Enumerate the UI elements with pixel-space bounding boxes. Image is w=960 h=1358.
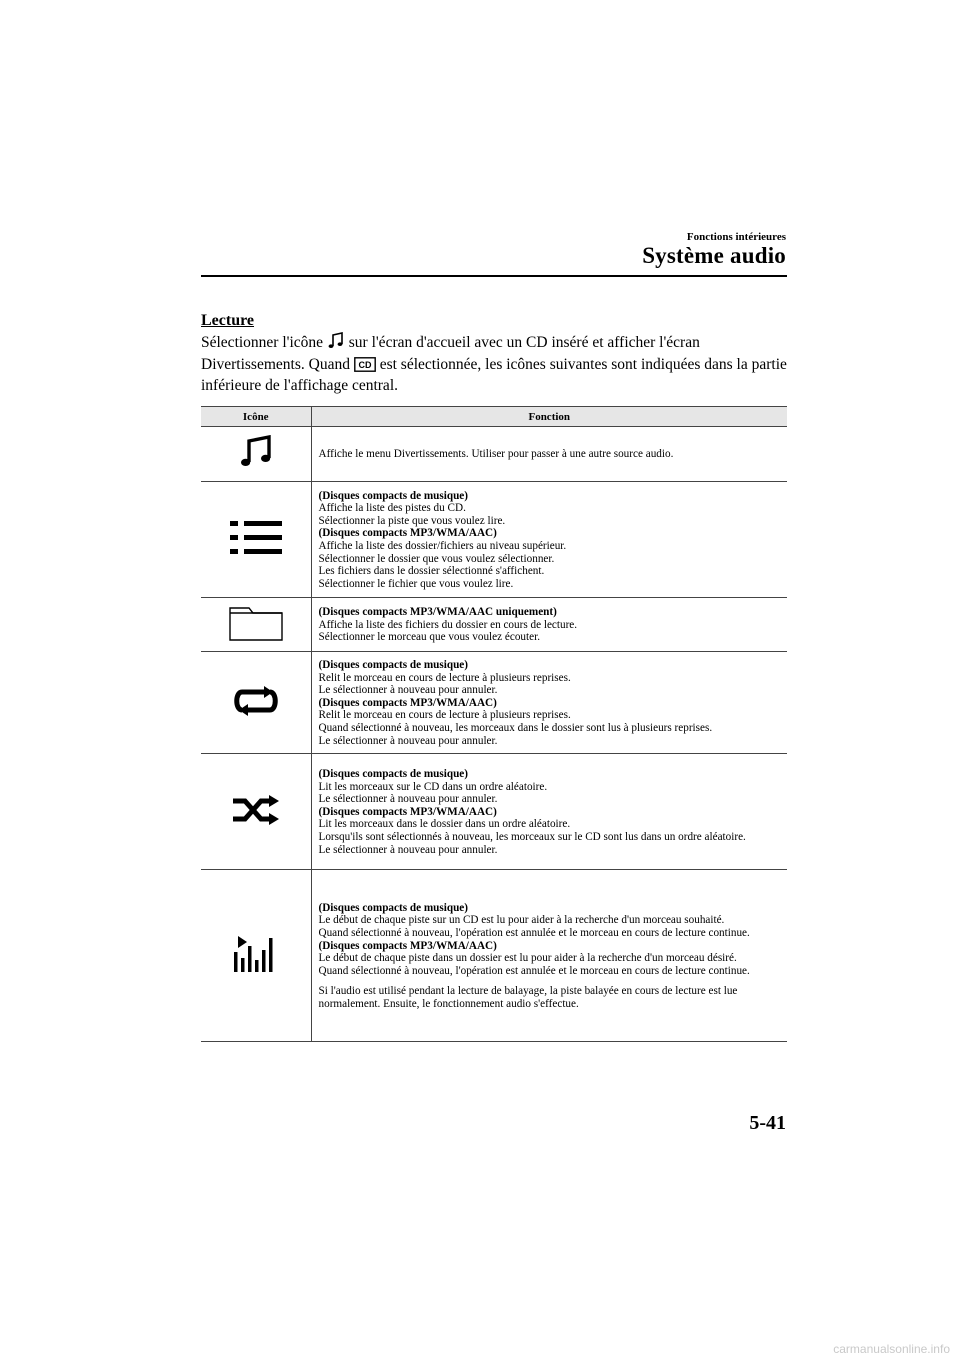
table-row [201, 754, 787, 870]
function-text: Quand sélectionné à nouveau, les morceaux dans le dossier sont lus à plusieurs reprises. [318, 721, 713, 734]
function-text: Si l'audio est utilisé pendant la lecture de balayage, la piste balayée en cours de lecture est lue normalement. Ensuite, le fonctionnement audio s'effectue. [318, 985, 738, 1010]
folder-icon [229, 605, 283, 641]
function-text: Le sélectionner à nouveau pour annuler. [318, 734, 498, 747]
function-text: Lorsqu'ils sont sélectionnés à nouveau, les morceaux sur le CD sont lus dans un ordre aléatoire. [318, 831, 746, 844]
function-text: Quand sélectionné à nouveau, l'opération est annulée et le morceau en cours de lecture continue. [318, 964, 750, 977]
function-table [201, 406, 787, 1042]
header-rule [201, 275, 787, 277]
watermark: carmanualsonline.info [833, 1342, 950, 1356]
page-title: Système audio [642, 243, 786, 268]
icon-cell [201, 598, 311, 652]
subheading: Lecture [201, 312, 255, 329]
table-row [201, 598, 787, 652]
function-subheading: (Disques compacts de musique) [318, 659, 468, 671]
function-subheading: (Disques compacts MP3/WMA/AAC) [318, 805, 497, 818]
page-number: 5-41 [749, 1112, 786, 1134]
function-text: Affiche la liste des fichiers du dossier en cours de lecture. [318, 618, 578, 631]
table-row [201, 482, 787, 598]
function-text: Le sélectionner à nouveau pour annuler. [318, 684, 498, 697]
scan-icon [232, 936, 280, 972]
function-text: Sélectionner le dossier que vous voulez sélectionner. [318, 552, 555, 565]
function-subheading: (Disques compacts de musique) [318, 489, 468, 502]
function-text: Relit le morceau en cours de lecture à plusieurs reprises. [318, 709, 571, 722]
function-text: Le sélectionner à nouveau pour annuler. [318, 843, 498, 856]
function-text: Sélectionner la piste que vous voulez lire. [318, 514, 506, 527]
function-text: Lit les morceaux dans le dossier dans un ordre aléatoire. [318, 818, 571, 831]
intro-paragraph [201, 332, 791, 397]
function-text: Le sélectionner à nouveau pour annuler. [318, 793, 498, 806]
function-subheading: (Disques compacts MP3/WMA/AAC) [318, 527, 497, 540]
intro-text-3: est sélectionnée, les icônes suivantes sont indiquées dans la partie inférieure de l'affichage central. [201, 355, 787, 394]
function-subheading: (Disques compacts de musique) [318, 768, 468, 781]
function-text: Quand sélectionné à nouveau, l'opération est annulée et le morceau en cours de lecture continue. [318, 926, 750, 939]
function-text: Relit le morceau en cours de lecture à plusieurs reprises. [318, 671, 571, 684]
list-icon [230, 520, 282, 556]
icon-cell [201, 870, 311, 1042]
icon-cell [201, 754, 311, 870]
paragraph-gap [319, 977, 782, 985]
function-cell [311, 652, 787, 754]
icon-cell [201, 652, 311, 754]
section-label: Fonctions intérieures [686, 231, 786, 243]
header-icon: Icône [201, 407, 311, 427]
music-note-icon [327, 332, 345, 350]
function-subheading: (Disques compacts MP3/WMA/AAC uniquement) [318, 606, 557, 619]
function-cell [311, 427, 787, 482]
table-row [201, 427, 787, 482]
table-header-row [201, 407, 787, 427]
music-note-icon [239, 435, 273, 469]
function-cell [311, 598, 787, 652]
function-subheading: (Disques compacts MP3/WMA/AAC) [318, 696, 497, 709]
table-row [201, 870, 787, 1042]
function-text: Le début de chaque piste sur un CD est lu pour aider à la recherche d'un morceau souhaité. [318, 914, 725, 927]
cd-icon-label: CD [358, 359, 372, 370]
function-text: Affiche la liste des dossier/fichiers au niveau supérieur. [318, 540, 567, 552]
table-row [201, 652, 787, 754]
function-text: Sélectionner le morceau que vous voulez écouter. [318, 631, 540, 644]
intro-text-2: sur l'écran d'accueil avec un CD inséré et afficher l'écran Divertissements. Quand [201, 334, 700, 373]
function-cell [311, 754, 787, 870]
function-cell [311, 482, 787, 598]
function-text: Affiche le menu Divertissements. Utiliser pour passer à une autre source audio. [318, 448, 674, 461]
icon-cell [201, 482, 311, 598]
function-text: Affiche la liste des pistes du CD. [318, 502, 466, 515]
header-function: Fonction [311, 407, 787, 427]
function-subheading: (Disques compacts MP3/WMA/AAC) [318, 939, 497, 952]
function-text: Le début de chaque piste dans un dossier est lu pour aider à la recherche d'un morceau désiré. [318, 952, 737, 965]
function-text: Les fichiers dans le dossier sélectionné s'affichent. [318, 565, 545, 578]
cd-icon [354, 357, 376, 372]
function-text: Lit les morceaux sur le CD dans un ordre aléatoire. [318, 780, 548, 793]
function-cell [311, 870, 787, 1042]
repeat-icon [232, 686, 280, 716]
function-subheading: (Disques compacts de musique) [318, 901, 468, 914]
function-text: Sélectionner le fichier que vous voulez lire. [318, 577, 514, 590]
icon-cell [201, 427, 311, 482]
intro-text-1: Sélectionner l'icône [201, 334, 327, 351]
shuffle-icon [231, 795, 281, 825]
